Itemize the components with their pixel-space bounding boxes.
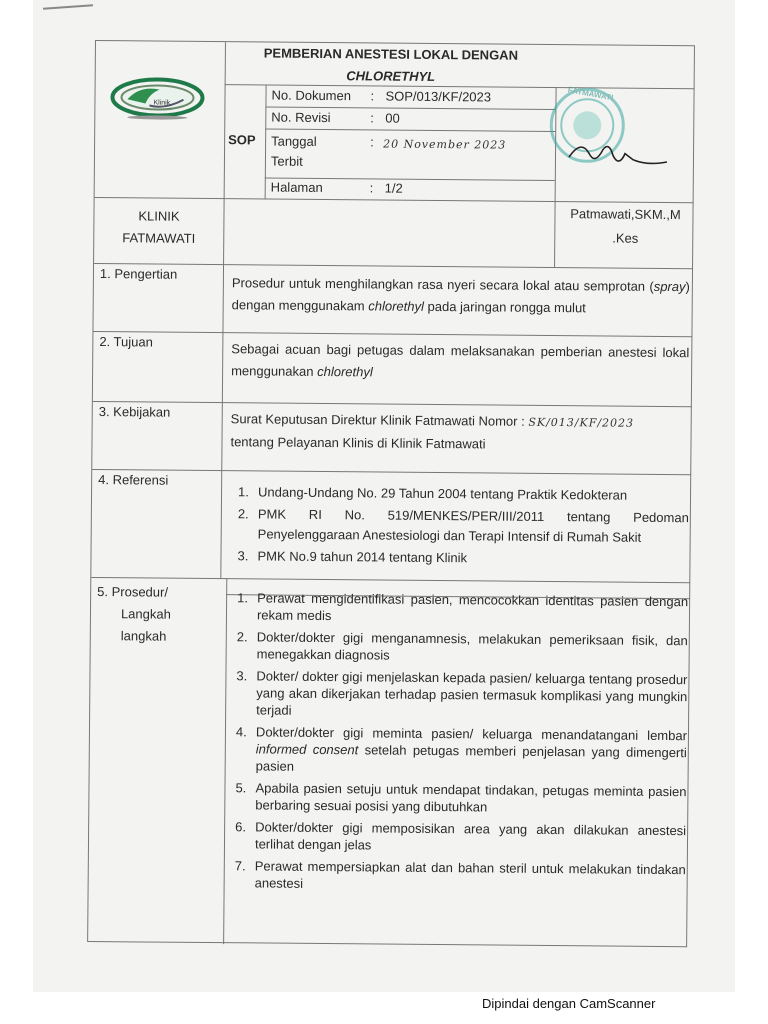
- document-title: [226, 44, 556, 87]
- item-number: 3.: [236, 668, 248, 684]
- text-part: ) dengan menggunakam: [231, 279, 690, 314]
- procedure-list: [231, 589, 689, 900]
- signer-name: [558, 205, 692, 248]
- label-line: 5. Prosedur/: [97, 584, 169, 600]
- text-pengertian: [232, 272, 690, 320]
- field-value-halaman: 1/2: [384, 180, 403, 196]
- item-number: 2.: [237, 506, 249, 522]
- signer-line-2: .Kes: [612, 230, 639, 246]
- clinic-line-2: FATMAWATI: [122, 230, 196, 246]
- field-label-halaman: Halaman: [270, 179, 323, 195]
- item-text: PMK No.9 tahun 2014 tentang Klinik: [257, 548, 468, 566]
- clinic-line-1: KLINIK: [138, 208, 180, 224]
- text-part: pada jaringan rongga mulut: [423, 298, 586, 316]
- item-text: Dokter/ dokter gigi menjelaskan kepada pasien/ keluarga tentang prosedur yang akan dikerjakan terhadap pasien termasuk komplikasi yang mungkin terjadi: [256, 668, 688, 718]
- field-sep: :: [369, 180, 374, 196]
- field-label-tanggal: Tanggal: [271, 133, 317, 149]
- field-value-dokumen: SOP/013/KF/2023: [385, 88, 492, 105]
- text-italic: chlorethyl: [317, 363, 373, 380]
- list-item: [231, 857, 686, 895]
- sop-document: [87, 40, 695, 947]
- field-value-revisi: 00: [385, 110, 400, 126]
- text-tujuan: [231, 338, 689, 386]
- item-number: 7.: [234, 858, 246, 874]
- clinic-logo: [109, 75, 205, 127]
- item-number: 6.: [235, 819, 247, 835]
- list-item: [233, 628, 688, 666]
- label-kebijakan: 3. Kebijakan: [98, 404, 171, 420]
- label-prosedur: [97, 581, 171, 648]
- divider: [95, 197, 694, 203]
- item-text: PMK RI No. 519/MENKES/PER/III/2011 tentang Pedoman Penyelenggaraan Anestesiologi dan Terapi Intensif di Rumah Sakit: [257, 506, 689, 545]
- item-number: 3.: [237, 548, 249, 564]
- item-text-italic: informed consent: [255, 741, 359, 758]
- scan-mark: [43, 4, 93, 9]
- list-item: [234, 482, 689, 506]
- divider: [93, 331, 692, 337]
- item-number: 5.: [235, 780, 247, 796]
- list-item: [231, 818, 686, 856]
- divider: [265, 128, 555, 132]
- divider: [92, 469, 691, 475]
- field-sep: :: [370, 110, 375, 126]
- divider: [94, 263, 693, 269]
- reference-list: [233, 482, 689, 572]
- title-line-2: CHLORETHYL: [346, 68, 436, 84]
- item-number: 1.: [237, 484, 249, 500]
- item-number: 2.: [236, 629, 248, 645]
- sop-label: SOP: [228, 132, 256, 148]
- item-text: setelah petugas memberi penjelasan yang dimengerti pasien: [255, 742, 687, 774]
- list-item: [233, 589, 688, 627]
- title-line-1: PEMBERIAN ANESTESI LOKAL DENGAN: [263, 45, 519, 63]
- item-text: Perawat mempersiapkan alat dan bahan steril untuk melakukan tindakan anestesi: [254, 858, 686, 891]
- divider: [223, 578, 227, 944]
- label-line: Langkah: [120, 606, 171, 622]
- text-part: Sebagai acuan bagi petugas dalam melaksanakan pemberian anestesi lokal menggunakan: [231, 341, 690, 379]
- label-line: langkah: [120, 628, 167, 644]
- item-text: Perawat mengidentifikasi pasien, mencocokkan identitas pasien dengan rekam medis: [256, 590, 689, 624]
- list-item: [234, 504, 689, 548]
- field-label-terbit: Terbit: [270, 153, 303, 169]
- divider: [93, 401, 692, 407]
- item-number: 4.: [235, 724, 247, 740]
- handwritten-number: SK/013/KF/2023: [528, 415, 635, 430]
- item-text: Undang-Undang No. 29 Tahun 2004 tentang Praktik Kedokteran: [257, 484, 628, 503]
- text-italic: spray: [653, 278, 686, 295]
- list-item: [233, 546, 688, 570]
- divider: [220, 42, 226, 578]
- field-sep: :: [370, 88, 375, 104]
- item-text: Dokter/dokter gigi menganamnesis, melakukan pemeriksaan fisik, dan menegakkan diagnosis: [256, 629, 688, 663]
- logo-text: Klinik: [153, 99, 171, 107]
- item-text: Dokter/dokter gigi memposisikan area yang akan dilakukan anestesi terlihat dengan jelas: [254, 819, 687, 853]
- field-label-dokumen: No. Dokumen: [271, 87, 352, 104]
- label-referensi: 4. Referensi: [98, 472, 169, 488]
- text-part: Prosedur untuk menghilangkan rasa nyeri secara lokal atau semprotan (: [231, 275, 654, 294]
- text-kebijakan: [230, 408, 688, 457]
- scanner-footer: Dipindai dengan CamScanner: [482, 996, 656, 1011]
- label-tujuan: 2. Tujuan: [99, 334, 153, 350]
- label-pengertian: 1. Pengertian: [99, 266, 178, 282]
- list-item: [232, 723, 687, 778]
- item-text: Dokter/dokter gigi meminta pasien/ keluarga menandatangani lembar: [255, 724, 688, 744]
- signature: [563, 135, 673, 181]
- divider: [91, 577, 690, 583]
- clinic-name: [94, 207, 223, 248]
- text-italic: chlorethyl: [368, 298, 425, 314]
- divider: [265, 84, 267, 198]
- list-item: [231, 779, 686, 817]
- field-sep: :: [370, 134, 374, 150]
- signer-line-1: Patmawati,SKM.,M: [570, 206, 681, 223]
- field-label-revisi: No. Revisi: [271, 109, 331, 126]
- list-item: [232, 667, 687, 722]
- stamp-text: FATMAWATI: [567, 85, 614, 103]
- item-number: 1.: [237, 590, 249, 606]
- field-value-tanggal: 20 November 2023: [383, 137, 507, 152]
- text-part: Surat Keputusan Direktur Klinik Fatmawati Nomor :: [230, 411, 525, 429]
- item-text: Apabila pasien setuju untuk mendapat tindakan, petugas meminta pasien berbaring sesuai posisi yang dibutuhkan: [255, 780, 687, 815]
- text-part: tentang Pelayanan Klinis di Klinik Fatmawati: [230, 434, 486, 452]
